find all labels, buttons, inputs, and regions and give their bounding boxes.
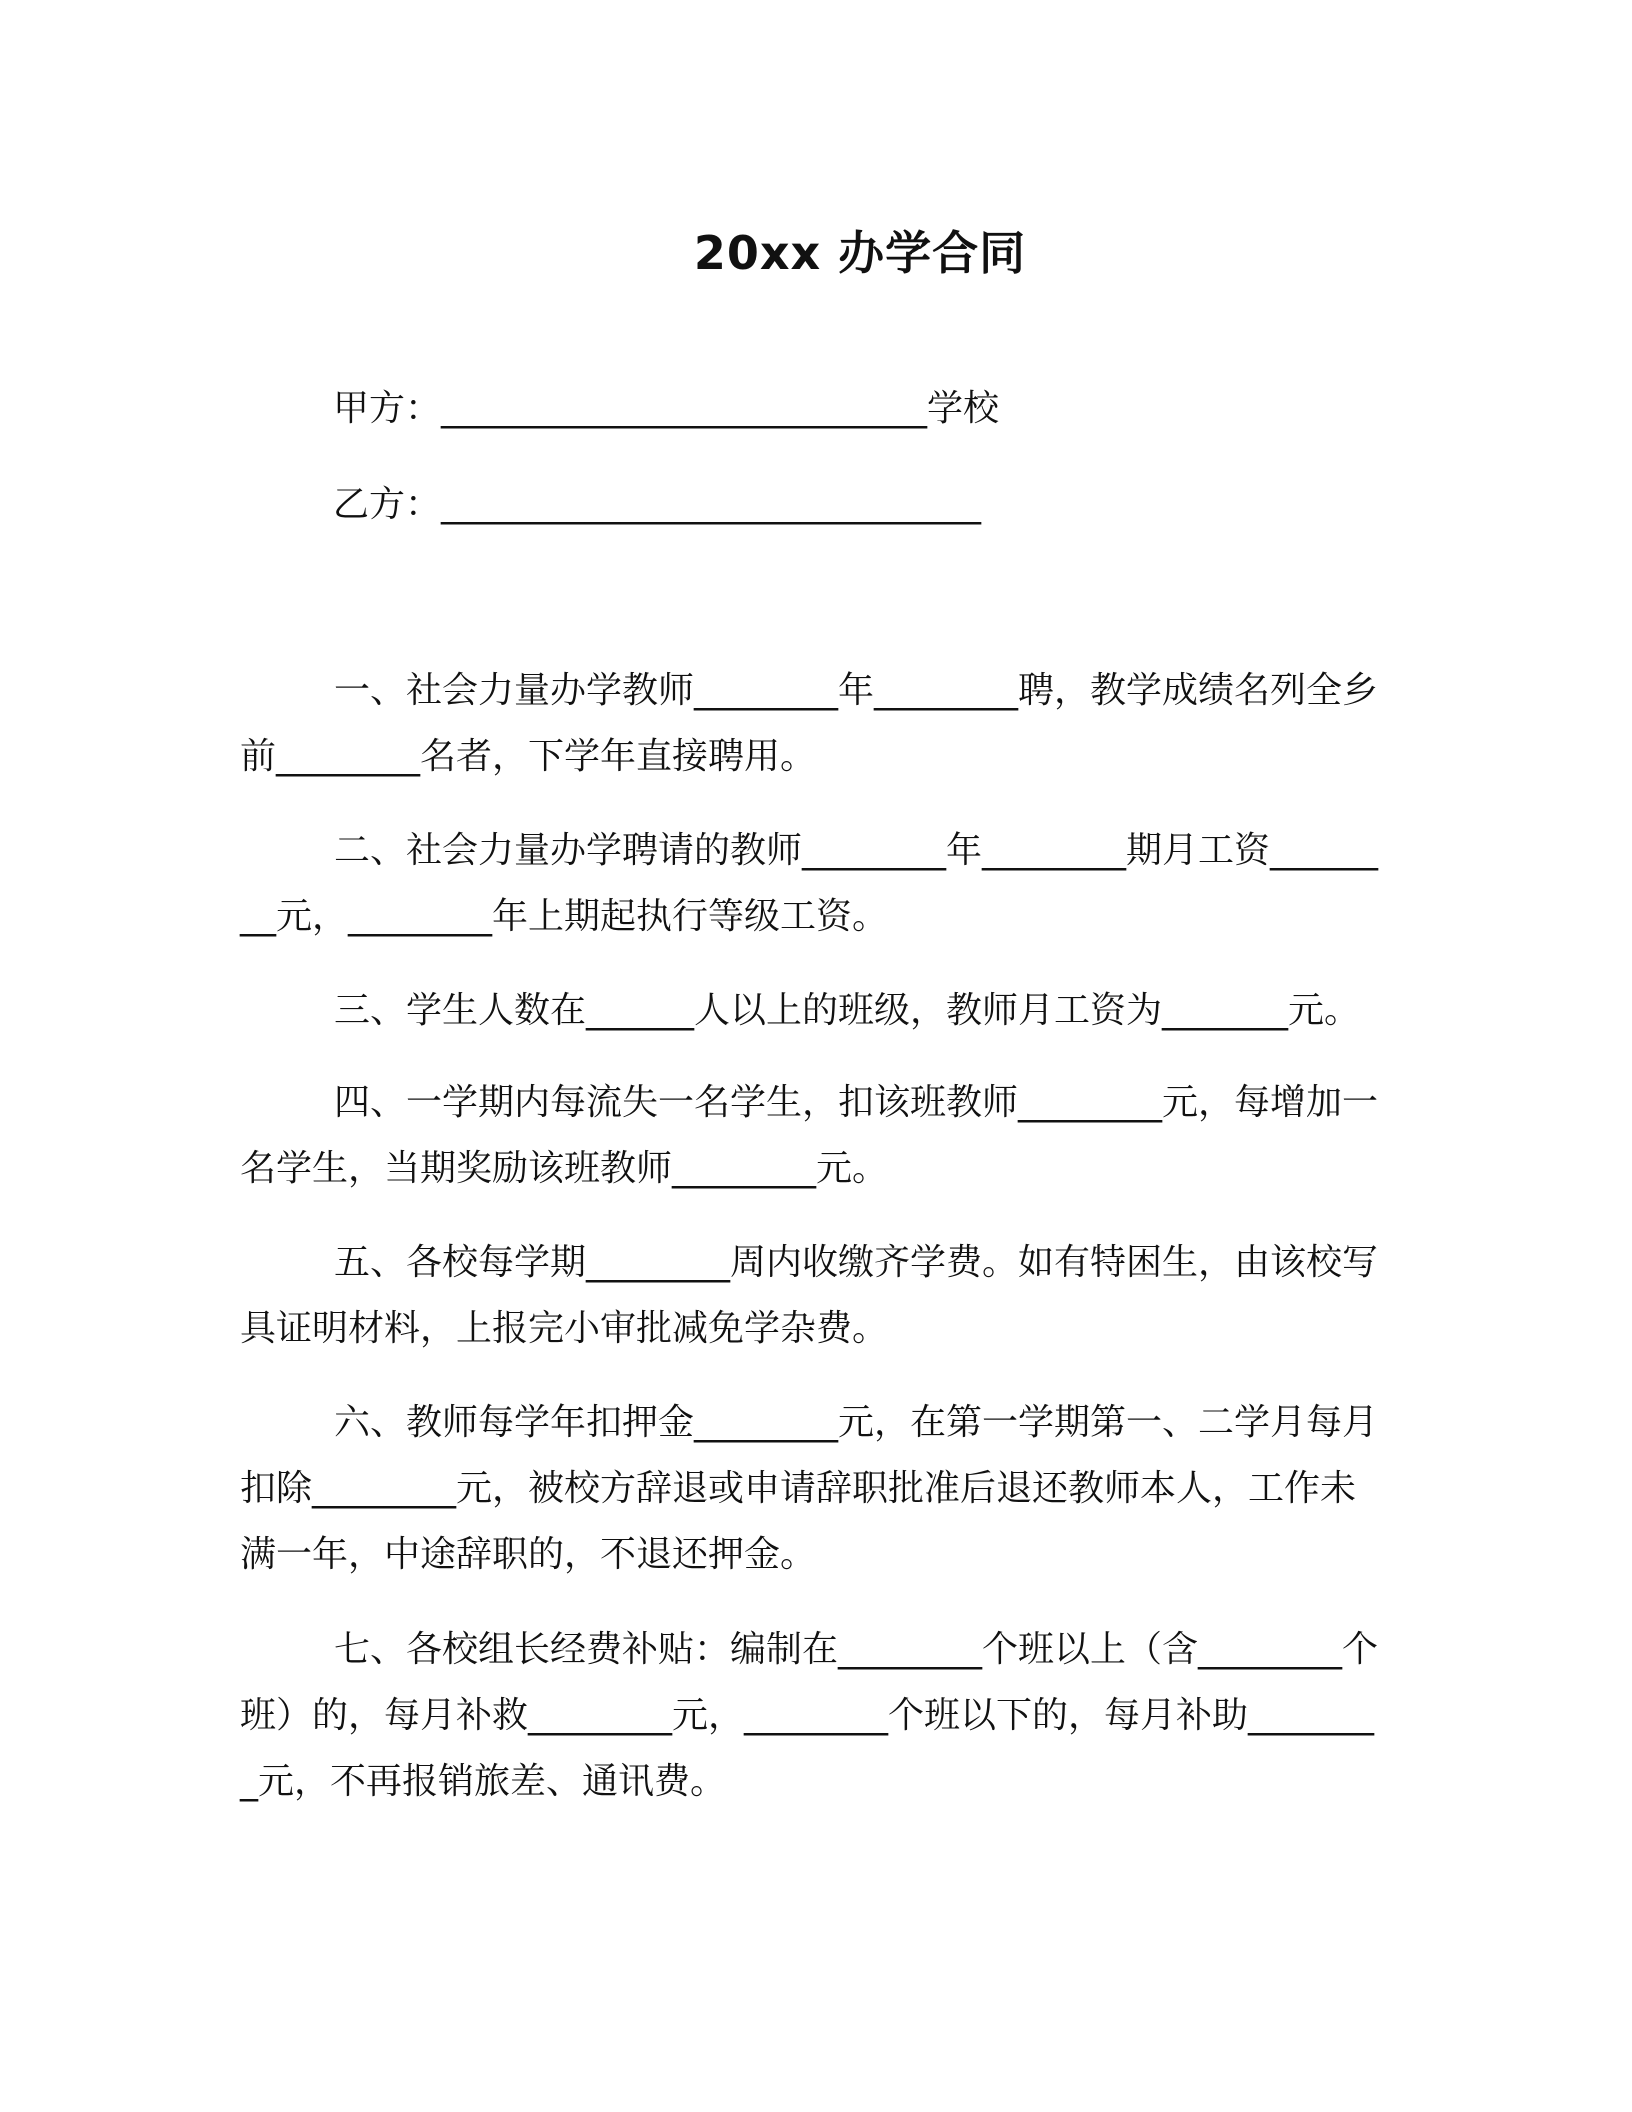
clause-7: 七、各校组长经费补贴：编制在________个班以上（含________个班）的，每月补救________元，________个班以下的，每月补助________元，不再报销旅差、通讯费。 (240, 1629, 1379, 1802)
party-b-line: 乙方：______________________________ (333, 484, 982, 525)
document-title: 20xx 办学合同 (693, 226, 1027, 280)
clause-1: 一、社会力量办学教师________年________聘，教学成绩名列全乡前________名者，下学年直接聘用。 (240, 670, 1379, 777)
clause-3: 三、学生人数在______人以上的班级，教师月工资为_______元。 (334, 990, 1361, 1031)
clause-6: 六、教师每学年扣押金________元，在第一学期第一、二学月每月扣除________元，被校方辞退或申请辞职批准后退还教师本人，工作未满一年，中途辞职的，不退还押金。 (240, 1402, 1379, 1575)
party-a-line: 甲方：___________________________学校 (333, 388, 1000, 429)
clause-5: 五、各校每学期________周内收缴齐学费。如有特困生，由该校写具证明材料，上报完小审批减免学杂费。 (240, 1242, 1379, 1349)
clause-4: 四、一学期内每流失一名学生，扣该班教师________元，每增加一名学生，当期奖励该班教师________元。 (240, 1082, 1379, 1189)
clause-2: 二、社会力量办学聘请的教师________年________期月工资________元，________年上期起执行等级工资。 (240, 830, 1379, 937)
